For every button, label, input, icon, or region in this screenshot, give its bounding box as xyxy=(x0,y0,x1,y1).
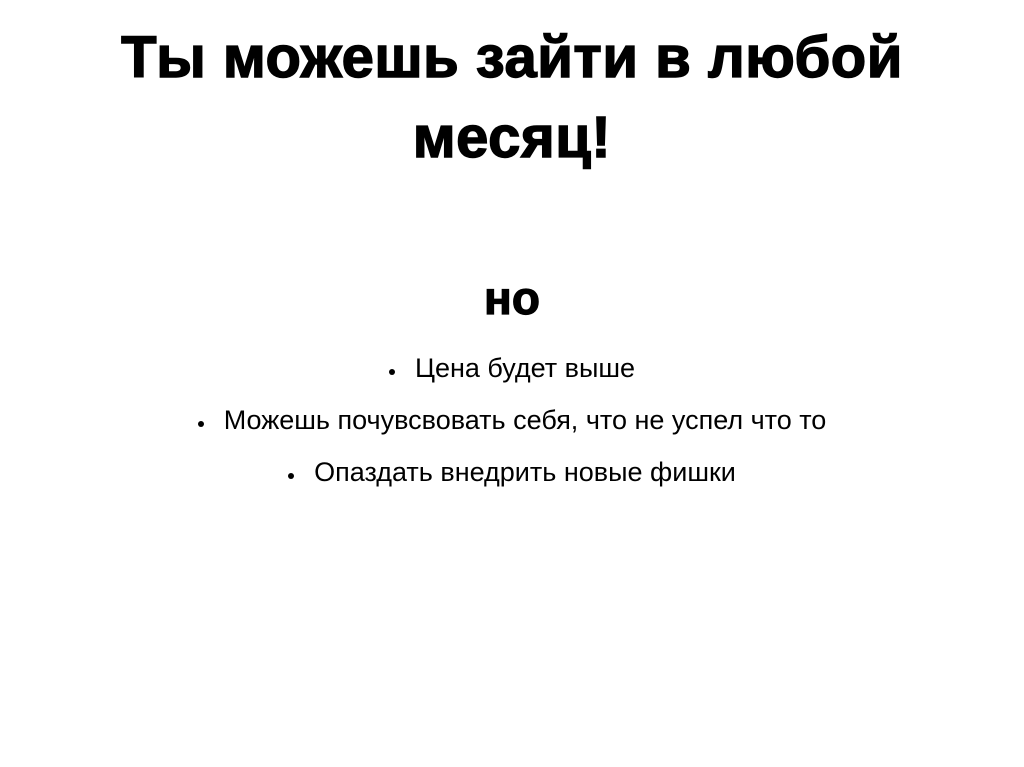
list-item xyxy=(0,446,1024,498)
bullet-icon xyxy=(198,421,204,427)
bullet-icon xyxy=(389,369,395,375)
slide-title: Ты можешь зайти в любой месяц! xyxy=(121,25,903,170)
bullet-text: Можешь почувсвовать себя, что не успел что то xyxy=(223,405,827,435)
bullet-text: Опаздать внедрить новые фишки xyxy=(314,457,736,487)
list-item xyxy=(0,342,1024,394)
list-item xyxy=(0,394,1024,446)
bullet-list xyxy=(0,342,1024,498)
slide-subheading: но xyxy=(484,272,540,324)
bullet-icon xyxy=(288,473,294,479)
bullet-text: Цена будет выше xyxy=(414,353,636,383)
